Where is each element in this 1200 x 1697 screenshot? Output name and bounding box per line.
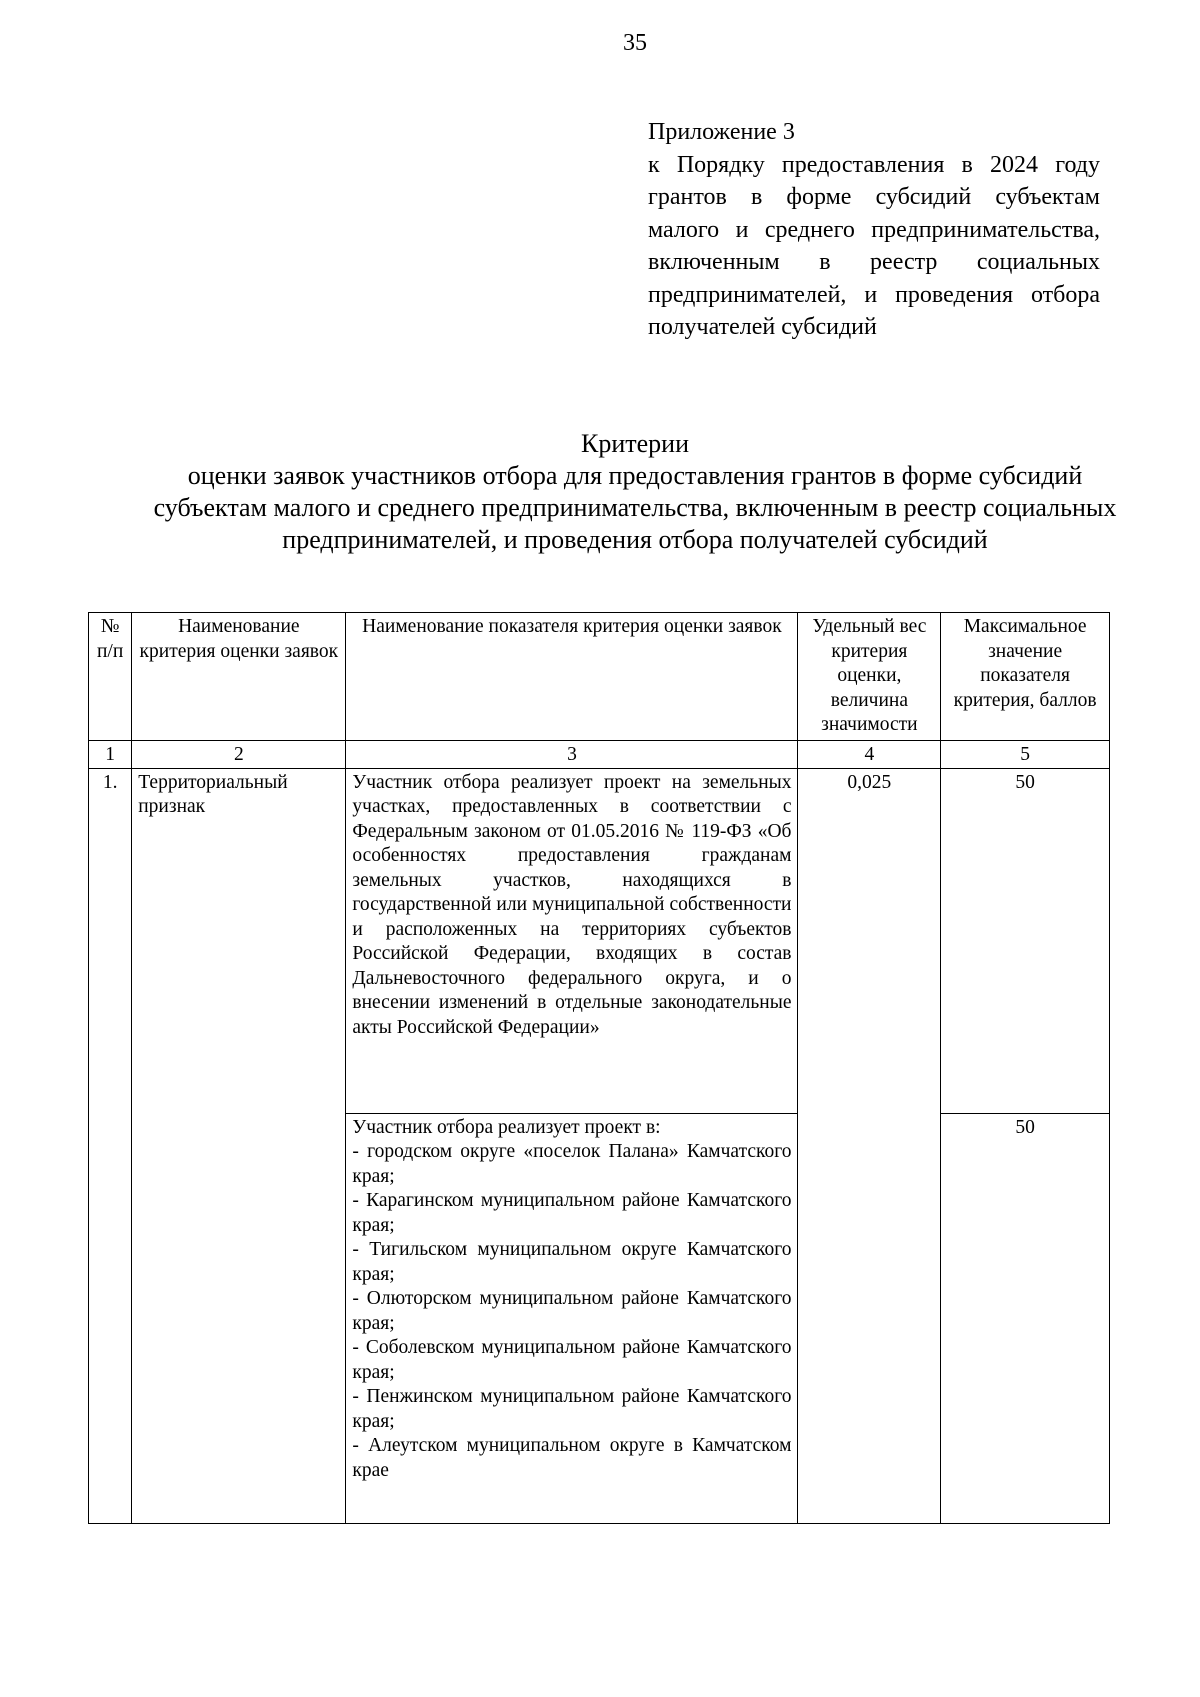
header-weight: Удельный вес критерия оценки, величина значимости [798, 613, 941, 741]
criterion-name: Территориальный признак [132, 768, 346, 1523]
column-number: 3 [346, 740, 798, 768]
region-item: - Пенжинском муниципальном районе Камчатского края; [352, 1386, 792, 1432]
row-number: 1. [89, 768, 132, 1523]
criteria-table [88, 612, 1110, 1524]
max-score: 50 [941, 768, 1110, 1113]
indicator-text: Участник отбора реализует проект на земельных участках, предоставленных в соответствии с Федеральным законом от 01.05.2016 № 119-ФЗ «Об особенностях предоставления гражданам земельных участков, находящихся в государственной или муниципальной собственности и расположенных на территориях субъектов Российской Федерации, входящих в состав Дальневосточного федерального округа, и о внесении изменений в отдельные законодательные акты Российской Федерации» [346, 768, 798, 1113]
header-number: № п/п [89, 613, 132, 741]
table-column-numbers-row [89, 740, 1110, 768]
table-header-row [89, 613, 1110, 741]
region-item: - Соболевском муниципальном районе Камчатского края; [352, 1337, 792, 1383]
table-row [89, 768, 1110, 1113]
column-number: 5 [941, 740, 1110, 768]
appendix-body: к Порядку предоставления в 2024 году грантов в форме субсидий субъектам малого и среднего предпринимательства, включенным в реестр социальных предпринимателей, и проведения отбора получателей субсидий [648, 151, 1100, 340]
header-max-score: Максимальное значение показателя критерия, баллов [941, 613, 1110, 741]
document-heading: Критерии [581, 429, 689, 458]
document-subheading: оценки заявок участников отбора для предоставления грантов в форме субсидий субъектам малого и среднего предпринимательства, включенным в реестр социальных предпринимателей, и проведения отбора получателей субсидий [153, 461, 1117, 554]
header-indicator: Наименование показателя критерия оценки заявок [346, 613, 798, 741]
indicator-intro: Участник отбора реализует проект в: [352, 1116, 661, 1138]
region-item: - Карагинском муниципальном районе Камчатского края; [352, 1190, 792, 1236]
criterion-weight: 0,025 [798, 768, 941, 1523]
region-item: - Олюторском муниципальном районе Камчатского края; [352, 1288, 792, 1334]
column-number: 2 [132, 740, 346, 768]
region-item: - городском округе «поселок Палана» Камчатского края; [352, 1141, 792, 1187]
column-number: 1 [89, 740, 132, 768]
max-score: 50 [941, 1113, 1110, 1523]
region-item: - Тигильском муниципальном округе Камчатского края; [352, 1239, 792, 1285]
appendix-title: Приложение 3 [648, 119, 795, 145]
page-number: 35 [623, 30, 647, 56]
column-number: 4 [798, 740, 941, 768]
appendix-block [648, 116, 1100, 344]
indicator-region-list [346, 1113, 798, 1523]
header-criterion: Наименование критерия оценки заявок [132, 613, 346, 741]
region-item: - Алеутском муниципальном округе в Камчатском крае [352, 1435, 792, 1481]
document-title [90, 428, 1180, 556]
